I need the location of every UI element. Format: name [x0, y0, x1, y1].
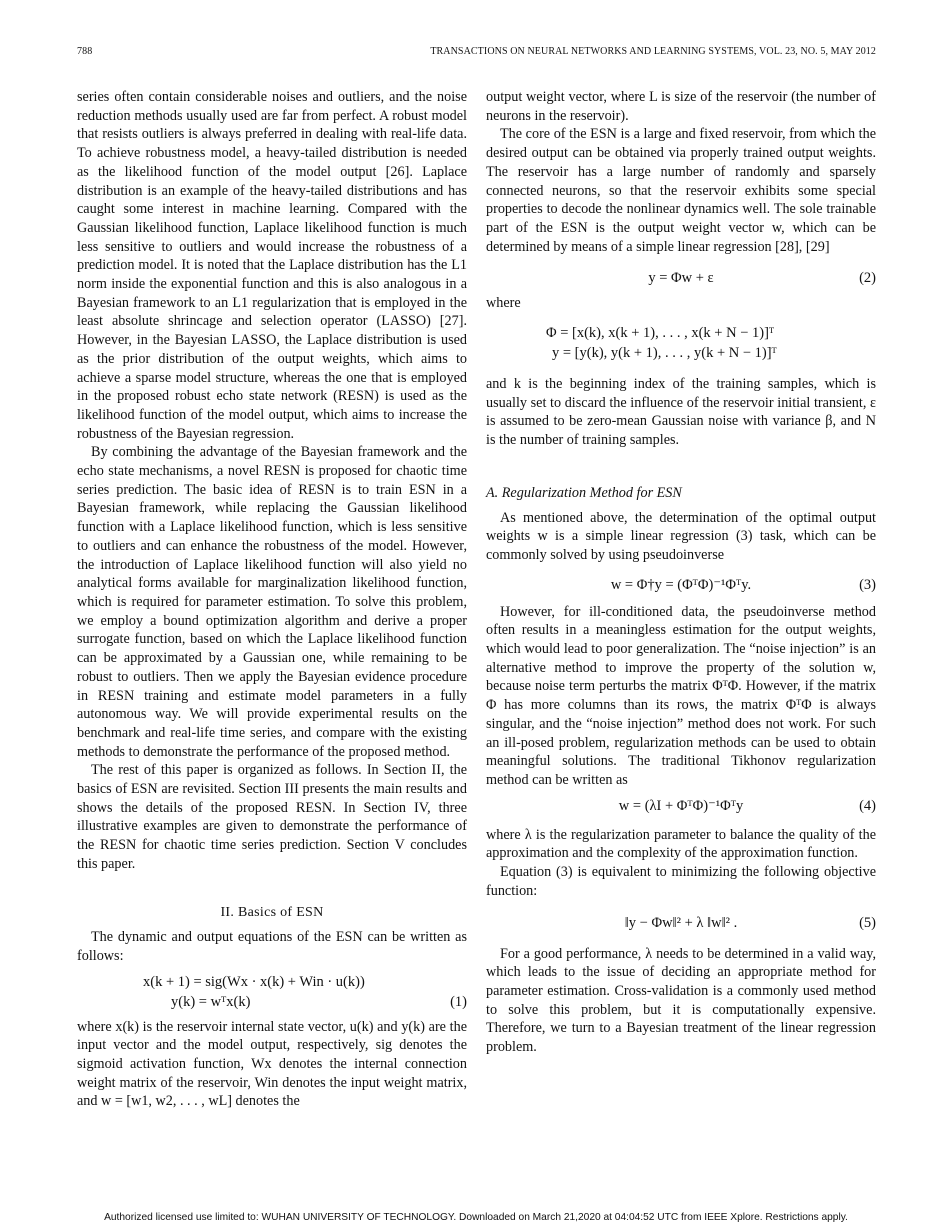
equation-2: [486, 264, 876, 292]
right-paragraph-5: However, for ill-conditioned data, the pseudoinverse method often results in a meaningless estimation for the output weights, which would lead to poor generalization. The “noise injection” is an alternative method to improve the property of the solution w, because noise term perturbs the matrix ΦᵀΦ. However, if the matrix Φ has more columns than its rows, the matrix ΦᵀΦ is always singular, and the “noise injection” method does not work. For such an ill-posed problem, regularization methods can be used to obtain meaningful solutions. The traditional Tikhonov regularization method can be written as: [486, 603, 876, 788]
equation-4-number: (4): [859, 797, 876, 814]
equation-4: [486, 792, 876, 820]
right-paragraph-8: For a good performance, λ needs to be determined in a valid way, which leads to the issue of deciding an appropriate method for parameter estimation. Cross-validation is a commonly used method to solve this problem, but it is computationally expensive. Therefore, we turn to a Bayesian treatment of the linear regression problem.: [486, 945, 876, 1056]
equation-definitions: [486, 323, 876, 363]
license-footer: Authorized licensed use limited to: WUHAN UNIVERSITY OF TECHNOLOGY. Downloaded on March 21,2020 at 04:04:52 UTC from IEEE Xplore. Restrictions apply.: [104, 1212, 848, 1223]
journal-header: TRANSACTIONS ON NEURAL NETWORKS AND LEARNING SYSTEMS, VOL. 23, NO. 5, MAY 2012: [430, 46, 876, 57]
equation-5-body: ‖y − Φw‖² + λ ‖w‖² .: [624, 914, 738, 931]
right-where-1: where: [486, 295, 521, 312]
section-title-basics-of-esn: II. Basics of ESN: [220, 904, 324, 920]
right-paragraph-6: where λ is the regularization parameter to balance the quality of the approximation and the complexity of the approximation function.: [486, 826, 876, 862]
left-paragraph-3: The rest of this paper is organized as follows. In Section II, the basics of ESN are revisited. Section III presents the main results and shows the details of the proposed RESN. In Section IV, three illustrative examples are given to demonstrate the performance of the RESN for chaotic time series prediction. Section V concludes this paper.: [77, 762, 467, 872]
subsection-title-regularization: A. Regularization Method for ESN: [486, 484, 682, 501]
right-column: [486, 88, 876, 1057]
equation-1-number: (1): [450, 993, 467, 1010]
left-column: [77, 88, 467, 1111]
equation-1: [77, 972, 467, 1012]
equation-2-number: (2): [859, 270, 876, 287]
page-number: 788: [77, 46, 93, 57]
equation-5-number: (5): [859, 914, 876, 931]
left-paragraph-5: where x(k) is the reservoir internal state vector, u(k) and y(k) are the input vector and the model output, respectively, sig denotes the sigmoid activation function, Wx denotes the internal connection weight matrix of the reservoir, Win denotes the input weight matrix, and w = [w1, w2, . . . , wL] denotes the: [77, 1018, 467, 1110]
equation-y-definition: y = [y(k), y(k + 1), . . . , y(k + N − 1)]ᵀ: [552, 345, 777, 362]
equation-1-line-2: y(k) = wᵀx(k): [171, 993, 251, 1010]
equation-5: [486, 909, 876, 937]
left-paragraph-1: series often contain considerable noises and outliers, and the noise reduction methods usually used are far from perfect. A robust model that resists outliers is always preferred in dealing with real-life data. To achieve robustness model, a heavy-tailed distribution is needed as the likelihood function of the model output [26]. Laplace distribution is an example of the heavy-tailed distributions and has caught some interest in machine learning. Compared with the Gaussian likelihood function, Laplace likelihood function is much less sensitive to outliers and would increase the robustness of a prediction model. It is noted that the Laplace distribution has the L1 norm inside the exponential function and this is also analogous in a Bayesian framework to an L1 regularization that is employed in the least absolute shrincage and selection operator (LASSO) [27]. However, in the Bayesian LASSO, the Laplace distribution is used as the prior distribution of the output weights, which aims to achieve a sparse model structure, whereas the one that is employed in the proposed robust echo state network (RESN) is used as the likelihood function of the model output, which aims to increase the robustness of the Bayesian regression.: [77, 89, 467, 442]
right-paragraph-4: As mentioned above, the determination of the optimal output weights w is a simple linear regression (3) task, which can be commonly solved by using pseudoinverse: [486, 509, 876, 563]
right-paragraph-3: and k is the beginning index of the training samples, which is usually set to discard the influence of the reservoir initial transient, ε is assumed to be zero-mean Gaussian noise with variance β, and N is the number of training samples.: [486, 376, 876, 449]
equation-2-body: y = Φw + ε: [648, 270, 714, 287]
left-paragraph-4: The dynamic and output equations of the ESN can be written as follows:: [77, 929, 467, 964]
equation-3-number: (3): [859, 576, 876, 593]
equation-1-line-1: x(k + 1) = sig(Wx · x(k) + Win · u(k)): [143, 973, 365, 990]
right-paragraph-7: Equation (3) is equivalent to minimizing the following objective function:: [486, 864, 876, 899]
equation-3-body: w = Φ†y = (ΦᵀΦ)⁻¹Φᵀy.: [610, 576, 752, 593]
left-paragraph-2: By combining the advantage of the Bayesian framework and the echo state mechanisms, a novel RESN is proposed for chaotic time series prediction. The basic idea of RESN is to train ESN in a Bayesian framework, while replacing the Gaussian likelihood function with a Laplace likelihood function, which is less sensitive to outliers and can enhance the robustness of the model. However, the introduction of Laplace likelihood function will also yield no analytical forms available for marginalization likelihood function, which is required for parameter estimation. To solve this problem, we employ a bound optimization algorithm and derive a proper surrogate function, based on which the Laplace likelihood function can be approximated by a Gaussian one, while remaining to be robust to outliers. Then we apply the Bayesian evidence procedure in RESN training and estimate model parameters in a fully autonomous way. We will provide experimental results on the benchmark and real-life time series, and compare with the existing methods to demonstrate the performance of the proposed method.: [77, 444, 467, 760]
equation-3: [486, 571, 876, 599]
running-head: [77, 46, 876, 62]
right-paragraph-1: output weight vector, where L is size of the reservoir (the number of neurons in the reservoir).: [486, 89, 876, 124]
equation-4-body: w = (λI + ΦᵀΦ)⁻¹Φᵀy: [618, 797, 744, 814]
equation-phi-definition: Φ = [x(k), x(k + 1), . . . , x(k + N − 1)]ᵀ: [546, 325, 775, 342]
right-paragraph-2: The core of the ESN is a large and fixed reservoir, from which the desired output can be obtained via properly trained output weights. The reservoir has a large number of randomly and sparsely connected neurons, so that the reservoir exhibits some special properties to decode the nonlinear dynamics well. The sole trainable part of the ESN is the output weight vector w, which can be determined by means of a simple linear regression [28], [29]: [486, 126, 876, 255]
